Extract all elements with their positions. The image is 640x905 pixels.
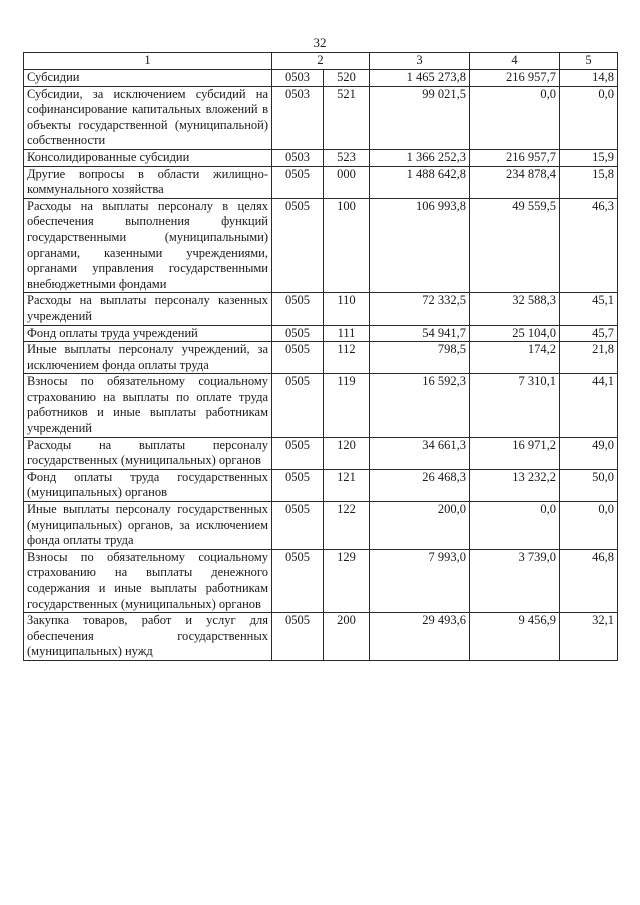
planned-amount-cell: 99 021,5	[370, 86, 470, 149]
section-code-cell: 0503	[272, 149, 324, 166]
expense-type-code-cell: 520	[324, 70, 370, 87]
expense-type-code-cell: 120	[324, 437, 370, 469]
expense-type-code-cell: 100	[324, 198, 370, 293]
section-code-cell: 0505	[272, 293, 324, 325]
section-code-cell: 0505	[272, 469, 324, 501]
section-code-cell: 0505	[272, 325, 324, 342]
section-code-cell: 0505	[272, 166, 324, 198]
actual-amount-cell: 32 588,3	[470, 293, 560, 325]
expense-type-code-cell: 110	[324, 293, 370, 325]
table-row	[24, 325, 618, 342]
actual-amount-cell: 13 232,2	[470, 469, 560, 501]
budget-table	[23, 52, 618, 661]
execution-percent-cell: 44,1	[560, 374, 618, 437]
actual-amount-cell: 49 559,5	[470, 198, 560, 293]
actual-amount-cell: 3 739,0	[470, 549, 560, 612]
header-col-1: 1	[24, 53, 272, 70]
execution-percent-cell: 46,3	[560, 198, 618, 293]
table-row	[24, 502, 618, 550]
table-row	[24, 613, 618, 661]
planned-amount-cell: 29 493,6	[370, 613, 470, 661]
actual-amount-cell: 9 456,9	[470, 613, 560, 661]
section-code-cell: 0503	[272, 70, 324, 87]
expense-type-code-cell: 122	[324, 502, 370, 550]
table-row	[24, 293, 618, 325]
table-row	[24, 149, 618, 166]
page-number: 32	[313, 35, 327, 50]
header-col-5: 5	[560, 53, 618, 70]
planned-amount-cell: 798,5	[370, 342, 470, 374]
row-name-cell: Другие вопросы в области жилищно-коммунального хозяйства	[24, 166, 272, 198]
planned-amount-cell: 106 993,8	[370, 198, 470, 293]
row-name-cell: Иные выплаты персоналу государственных (муниципальных) органов, за исключением фонда оплаты труда	[24, 502, 272, 550]
expense-type-code-cell: 000	[324, 166, 370, 198]
execution-percent-cell: 21,8	[560, 342, 618, 374]
row-name-cell: Закупка товаров, работ и услуг для обеспечения государственных (муниципальных) нужд	[24, 613, 272, 661]
actual-amount-cell: 216 957,7	[470, 70, 560, 87]
section-code-cell: 0505	[272, 613, 324, 661]
table-row	[24, 86, 618, 149]
actual-amount-cell: 174,2	[470, 342, 560, 374]
planned-amount-cell: 1 366 252,3	[370, 149, 470, 166]
table-row	[24, 469, 618, 501]
header-col-2: 2	[272, 53, 370, 70]
expense-type-code-cell: 121	[324, 469, 370, 501]
actual-amount-cell: 0,0	[470, 86, 560, 149]
row-name-cell: Фонд оплаты труда учреждений	[24, 325, 272, 342]
row-name-cell: Фонд оплаты труда государственных (муниципальных) органов	[24, 469, 272, 501]
execution-percent-cell: 45,7	[560, 325, 618, 342]
actual-amount-cell: 0,0	[470, 502, 560, 550]
actual-amount-cell: 234 878,4	[470, 166, 560, 198]
actual-amount-cell: 7 310,1	[470, 374, 560, 437]
section-code-cell: 0505	[272, 549, 324, 612]
section-code-cell: 0505	[272, 374, 324, 437]
execution-percent-cell: 15,9	[560, 149, 618, 166]
planned-amount-cell: 16 592,3	[370, 374, 470, 437]
expense-type-code-cell: 119	[324, 374, 370, 437]
section-code-cell: 0505	[272, 342, 324, 374]
row-name-cell: Расходы на выплаты персоналу в целях обеспечения выполнения функций государственными (муниципальными) органами, казенными учреждениями, органами управления государственными внебюджетными фондами	[24, 198, 272, 293]
section-code-cell: 0505	[272, 437, 324, 469]
execution-percent-cell: 0,0	[560, 86, 618, 149]
expense-type-code-cell: 521	[324, 86, 370, 149]
expense-type-code-cell: 129	[324, 549, 370, 612]
table-row	[24, 342, 618, 374]
section-code-cell: 0505	[272, 502, 324, 550]
expense-type-code-cell: 111	[324, 325, 370, 342]
table-row	[24, 166, 618, 198]
planned-amount-cell: 200,0	[370, 502, 470, 550]
row-name-cell: Субсидии, за исключением субсидий на софинансирование капитальных вложений в объекты государственной (муниципальной) собственности	[24, 86, 272, 149]
execution-percent-cell: 45,1	[560, 293, 618, 325]
row-name-cell: Субсидии	[24, 70, 272, 87]
section-code-cell: 0505	[272, 198, 324, 293]
execution-percent-cell: 15,8	[560, 166, 618, 198]
table-row	[24, 70, 618, 87]
execution-percent-cell: 32,1	[560, 613, 618, 661]
planned-amount-cell: 1 488 642,8	[370, 166, 470, 198]
row-name-cell: Расходы на выплаты персоналу казенных учреждений	[24, 293, 272, 325]
execution-percent-cell: 50,0	[560, 469, 618, 501]
execution-percent-cell: 0,0	[560, 502, 618, 550]
section-code-cell: 0503	[272, 86, 324, 149]
planned-amount-cell: 7 993,0	[370, 549, 470, 612]
row-name-cell: Консолидированные субсидии	[24, 149, 272, 166]
expense-type-code-cell: 523	[324, 149, 370, 166]
execution-percent-cell: 46,8	[560, 549, 618, 612]
expense-type-code-cell: 112	[324, 342, 370, 374]
expense-type-code-cell: 200	[324, 613, 370, 661]
planned-amount-cell: 54 941,7	[370, 325, 470, 342]
table-row	[24, 549, 618, 612]
table-header-row	[24, 53, 618, 70]
planned-amount-cell: 26 468,3	[370, 469, 470, 501]
row-name-cell: Взносы по обязательному социальному страхованию на выплаты денежного содержания и иные выплаты работникам государственных (муниципальных) органов	[24, 549, 272, 612]
actual-amount-cell: 216 957,7	[470, 149, 560, 166]
header-col-3: 3	[370, 53, 470, 70]
table-row	[24, 198, 618, 293]
row-name-cell: Взносы по обязательному социальному страхованию на выплаты по оплате труда работников и иные выплаты работникам учреждений	[24, 374, 272, 437]
execution-percent-cell: 14,8	[560, 70, 618, 87]
actual-amount-cell: 25 104,0	[470, 325, 560, 342]
table-row	[24, 374, 618, 437]
planned-amount-cell: 72 332,5	[370, 293, 470, 325]
table-row	[24, 437, 618, 469]
execution-percent-cell: 49,0	[560, 437, 618, 469]
header-col-4: 4	[470, 53, 560, 70]
row-name-cell: Иные выплаты персоналу учреждений, за исключением фонда оплаты труда	[24, 342, 272, 374]
planned-amount-cell: 34 661,3	[370, 437, 470, 469]
actual-amount-cell: 16 971,2	[470, 437, 560, 469]
planned-amount-cell: 1 465 273,8	[370, 70, 470, 87]
row-name-cell: Расходы на выплаты персоналу государственных (муниципальных) органов	[24, 437, 272, 469]
